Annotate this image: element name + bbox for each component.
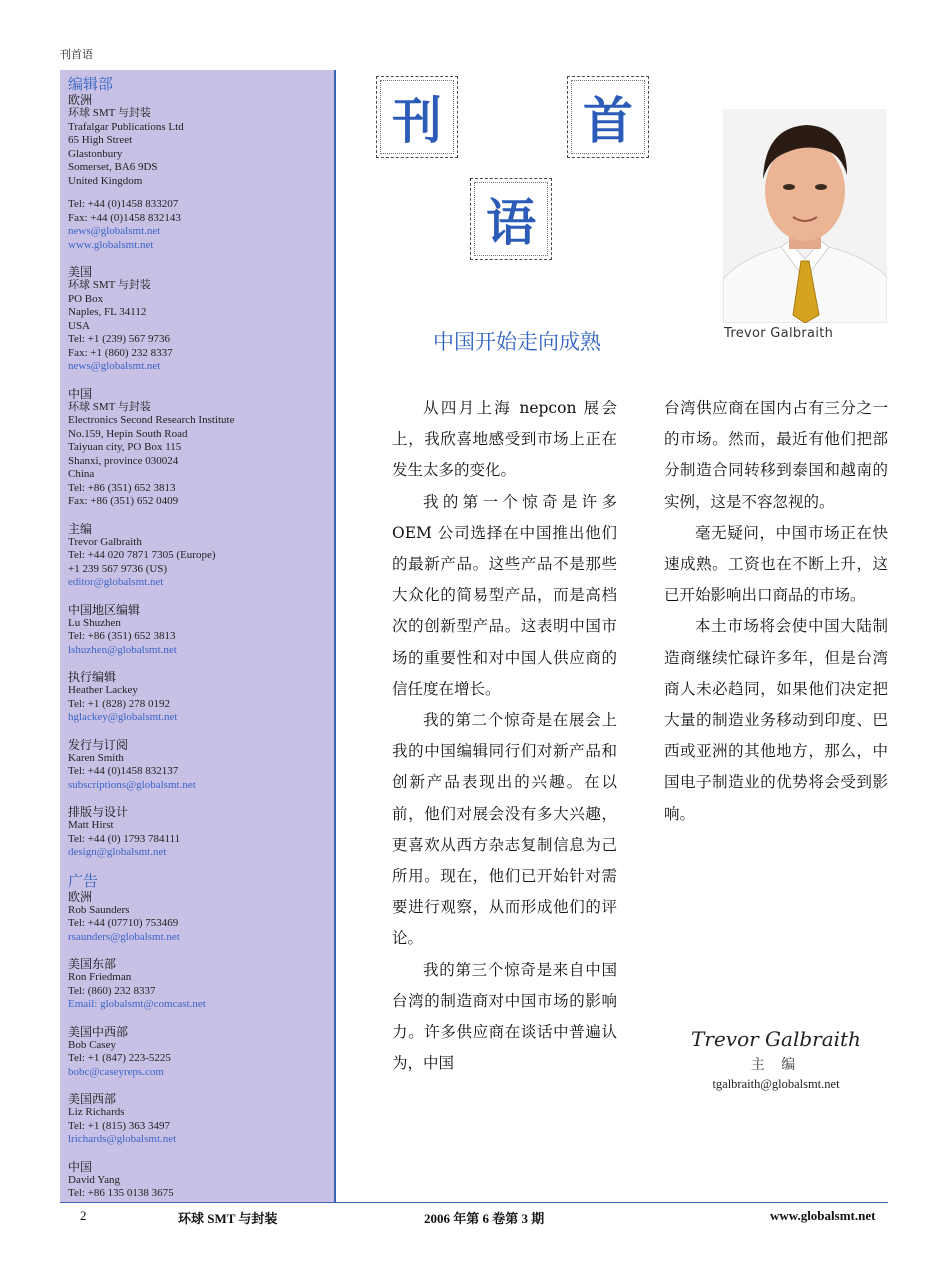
contact-block	[68, 387, 334, 509]
contact-line: +1 239 567 9736 (US)	[68, 562, 168, 575]
footer-rule	[60, 1202, 888, 1203]
contact-block	[68, 93, 334, 252]
contact-link[interactable]: editor@globalsmt.net	[68, 576, 164, 588]
contact-line: Matt Hirst	[68, 819, 114, 831]
contact-heading: 美国西部	[68, 1092, 117, 1106]
article-paragraph: 毫无疑问，中国市场正在快速成熟。工资也在不断上升，这已开始影响出口商品的市场。	[664, 523, 888, 605]
contact-heading: 美国东部	[68, 957, 117, 971]
contact-heading: 美国中西部	[68, 1024, 129, 1039]
section-label: 刊首语	[60, 48, 93, 61]
contact-line: Tel: +86 (351) 652 3813	[68, 481, 176, 494]
article-paragraph: 我的第二个惊奇是在展会上我的中国编辑同行们对新产品和创新产品表现出的兴趣。在以前，他们对展会没有多大兴趣，更喜欢从西方杂志复制信息为己所用。现在，他们已开始针对需要进行观察，从而形成他们的评论。	[392, 711, 617, 948]
article-title: 中国开始走向成熟	[433, 330, 601, 354]
contact-line: Fax: +44 (0)1458 832143	[68, 211, 181, 224]
contact-heading: 中国地区编辑	[68, 602, 141, 617]
contact-block	[68, 1092, 334, 1147]
contact-block	[68, 522, 334, 590]
contact-line: Rob Saunders	[68, 903, 130, 916]
contact-block	[68, 603, 334, 658]
contact-line: Somerset, BA6 9DS	[68, 161, 158, 173]
contact-block	[68, 738, 334, 793]
contact-line: Tel: +44 (07710) 753469	[68, 917, 179, 929]
contact-block	[68, 805, 334, 860]
editorial-contacts	[68, 93, 334, 860]
advertising-contacts	[68, 890, 334, 1203]
contact-link[interactable]: lshuzhen@globalsmt.net	[68, 643, 177, 656]
title-char-box-2	[567, 76, 649, 158]
ads-heading: 广告	[68, 871, 99, 890]
article-column-1	[392, 393, 617, 1079]
contact-line: Tel: +44 020 7871 7305 (Europe)	[68, 549, 216, 561]
contact-line: Trevor Galbraith	[68, 535, 142, 548]
masthead-sidebar	[60, 70, 336, 1202]
contact-line: 环球 SMT 与封装	[68, 107, 151, 119]
contact-line: Bob Casey	[68, 1038, 116, 1051]
contact-line: Ron Friedman	[68, 971, 132, 983]
contact-heading: 排版与设计	[68, 805, 129, 819]
contact-link[interactable]: rsaunders@globalsmt.net	[68, 930, 180, 943]
contact-line: Tel: +44 (0) 1793 784111	[68, 832, 181, 845]
article-paragraph: 本土市场将会使中国大陆制造商继续忙碌许多年，但是台湾商人未必趋同，如果他们决定把大量的制造业务移动到印度、巴西或亚洲的其他地方，那么，中国电子制造业的优势将会受到影响。	[664, 617, 888, 823]
contact-block	[68, 957, 334, 1012]
article-column-2	[664, 393, 888, 830]
contact-block	[68, 1160, 334, 1203]
portrait-illustration	[723, 109, 887, 323]
contact-heading: 中国	[68, 386, 93, 401]
title-char-box-1	[376, 76, 458, 158]
article-paragraph: 我的第一个惊奇是许多 OEM 公司选择在中国推出他们的最新产品。这些产品不是那些大众化的简易型产品，而是高档次的创新型产品。这表明中国市场的重要性和对中国人供应商的信任度在增长。	[392, 492, 617, 698]
contact-line: Electronics Second Research Institute	[68, 414, 235, 426]
contact-line: Fax: +86 (351) 652 0409	[68, 495, 179, 507]
contact-heading: 发行与订阅	[68, 737, 129, 752]
contact-line: 环球 SMT 与封装	[68, 400, 151, 413]
contact-heading: 欧洲	[68, 93, 93, 107]
contact-line: China	[68, 468, 95, 480]
contact-line: Tel: +1 (815) 363 3497	[68, 1119, 170, 1132]
editor-portrait	[723, 109, 887, 323]
footer-magazine-name: 环球 SMT 与封装	[178, 1211, 278, 1226]
contact-line: Heather Lackey	[68, 684, 138, 696]
footer-issue: 2006 年第 6 卷第 3 期	[424, 1211, 545, 1226]
contact-line: No.159, Hepin South Road	[68, 427, 188, 440]
contact-block	[68, 670, 334, 725]
contact-line: Trafalgar Publications Ltd	[68, 120, 184, 133]
contact-line: Tel: +1 (847) 223-5225	[68, 1052, 171, 1064]
contact-link[interactable]: design@globalsmt.net	[68, 846, 167, 858]
contact-line: Shanxi, province 030024	[68, 454, 179, 467]
contact-line: David Yang	[68, 1173, 120, 1186]
article-paragraph: 台湾供应商在国内占有三分之一的市场。然而，最近有他们把部分制造合同转移到泰国和越南的实例，这是不容忽视的。	[664, 399, 888, 511]
contact-line: USA	[68, 319, 91, 332]
contact-line: 环球 SMT 与封装	[68, 279, 151, 291]
title-char-2: 首	[583, 92, 633, 150]
footer-page-number: 2	[80, 1208, 87, 1223]
article-paragraph: 从四月上海 nepcon 展会上，我欣喜地感受到市场上正在发生太多的变化。	[392, 399, 617, 480]
contact-link[interactable]: news@globalsmt.net	[68, 360, 161, 372]
title-char-3: 语	[486, 194, 536, 252]
title-char-1: 刊	[392, 92, 442, 150]
contact-line: Tel: (860) 232 8337	[68, 984, 156, 997]
contact-heading: 欧洲	[68, 889, 93, 904]
photo-caption: Trevor Galbraith	[724, 326, 834, 341]
contact-line: Tel: +44 (0)1458 832137	[68, 765, 179, 777]
signature-name: Trevor Galbraith	[691, 1027, 861, 1051]
contact-line: 65 High Street	[68, 134, 133, 146]
article-paragraph: 我的第三个惊奇是来自中国台湾的制造商对中国市场的影响力。许多供应商在谈话中普遍认为，中国	[392, 960, 617, 1073]
signature-block	[664, 1027, 888, 1092]
contact-link[interactable]: lrichards@globalsmt.net	[68, 1133, 177, 1145]
title-char-box-3	[470, 178, 552, 260]
contact-block	[68, 1025, 334, 1080]
contact-heading: 主编	[68, 521, 93, 536]
contact-line: United Kingdom	[68, 174, 143, 187]
contact-link[interactable]: hglackey@globalsmt.net	[68, 711, 178, 723]
contact-line: Glastonbury	[68, 147, 123, 160]
contact-line: Tel: +86 135 0138 3675	[68, 1187, 174, 1199]
contact-line: Tel: +1 (828) 278 0192	[68, 697, 170, 710]
contact-line: Naples, FL 34112	[68, 306, 147, 318]
signature-email[interactable]: tgalbraith@globalsmt.net	[712, 1077, 840, 1091]
contact-heading: 美国	[68, 265, 93, 279]
contact-line: Taiyuan city, PO Box 115	[68, 441, 182, 453]
contact-link[interactable]: www.globalsmt.net	[68, 238, 154, 251]
contact-block	[68, 265, 334, 374]
contact-block	[68, 890, 334, 945]
contact-line: Tel: +86 (351) 652 3813	[68, 630, 176, 642]
editorial-heading: 编辑部	[68, 75, 114, 93]
contact-line: Karen Smith	[68, 751, 124, 764]
spacer	[68, 188, 334, 198]
contact-line: PO Box	[68, 292, 104, 305]
contact-link[interactable]: bobc@caseyreps.com	[68, 1065, 164, 1078]
contact-line: Liz Richards	[68, 1106, 125, 1118]
contact-heading: 中国	[68, 1159, 93, 1174]
footer-url[interactable]: www.globalsmt.net	[770, 1208, 876, 1223]
contact-line: Fax: +1 (860) 232 8337	[68, 346, 173, 359]
contact-line: Tel: +44 (0)1458 833207	[68, 198, 179, 210]
contact-link[interactable]: news@globalsmt.net	[68, 225, 161, 237]
signature-role: 主 编	[750, 1057, 802, 1073]
contact-link[interactable]: Email: globalsmt@comcast.net	[68, 998, 206, 1010]
contact-heading: 执行编辑	[68, 670, 117, 684]
contact-line: Lu Shuzhen	[68, 616, 121, 629]
contact-line: Tel: +1 (239) 567 9736	[68, 333, 170, 345]
contact-link[interactable]: subscriptions@globalsmt.net	[68, 778, 196, 791]
